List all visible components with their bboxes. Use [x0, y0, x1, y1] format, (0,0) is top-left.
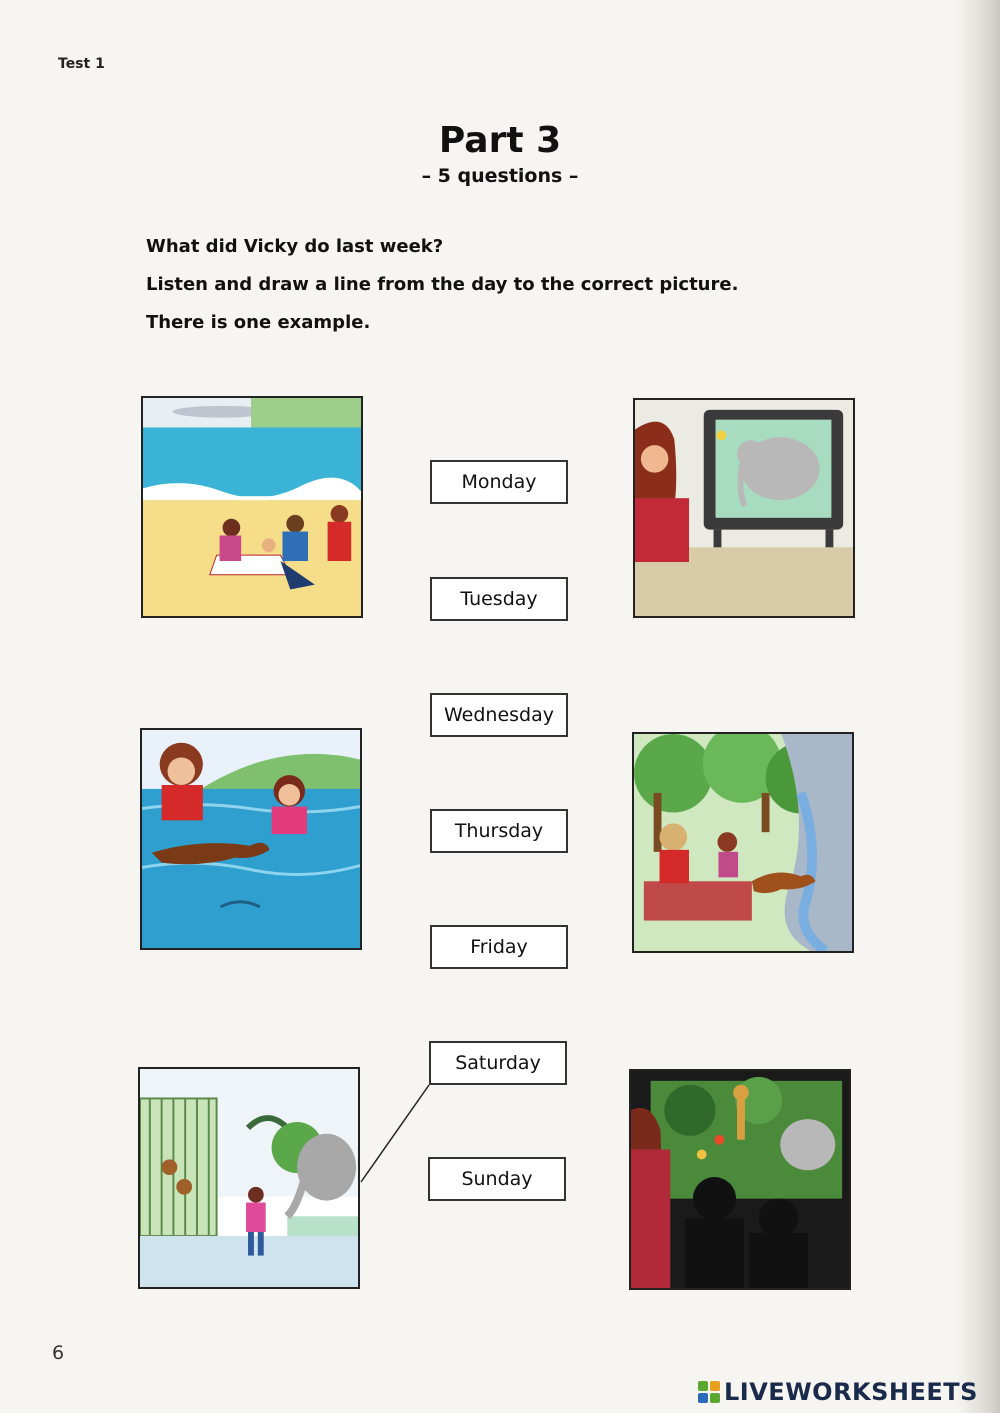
instruction-task: Listen and draw a line from the day to the correct picture.: [146, 274, 739, 295]
part-subtitle: – 5 questions –: [421, 165, 579, 187]
liveworksheets-icon: [698, 1381, 720, 1403]
picture-swimming-with-dog[interactable]: [140, 728, 362, 950]
day-box-wednesday[interactable]: Wednesday: [430, 693, 568, 737]
test-label: Test 1: [58, 56, 105, 72]
day-box-tuesday[interactable]: Tuesday: [430, 577, 568, 621]
picture-zoo[interactable]: [138, 1067, 360, 1289]
day-box-thursday[interactable]: Thursday: [430, 809, 568, 853]
page-number: 6: [52, 1342, 65, 1364]
part-title: Part 3: [438, 120, 562, 161]
day-box-sunday[interactable]: Sunday: [428, 1157, 566, 1201]
page-edge-shadow: [956, 0, 1000, 1413]
day-box-monday[interactable]: Monday: [430, 460, 568, 504]
day-box-saturday[interactable]: Saturday: [429, 1041, 567, 1085]
brand-text: LIVEWORKSHEETS: [724, 1378, 978, 1406]
picture-beach-picnic[interactable]: [141, 396, 363, 618]
liveworksheets-logo: [698, 1378, 978, 1406]
picture-cinema-jungle-film[interactable]: [629, 1069, 851, 1290]
picture-watching-tv[interactable]: [633, 398, 855, 618]
instruction-example: There is one example.: [146, 312, 371, 333]
day-box-friday[interactable]: Friday: [430, 925, 568, 969]
picture-picnic-in-park[interactable]: [632, 732, 854, 953]
instruction-question: What did Vicky do last week?: [146, 236, 444, 257]
